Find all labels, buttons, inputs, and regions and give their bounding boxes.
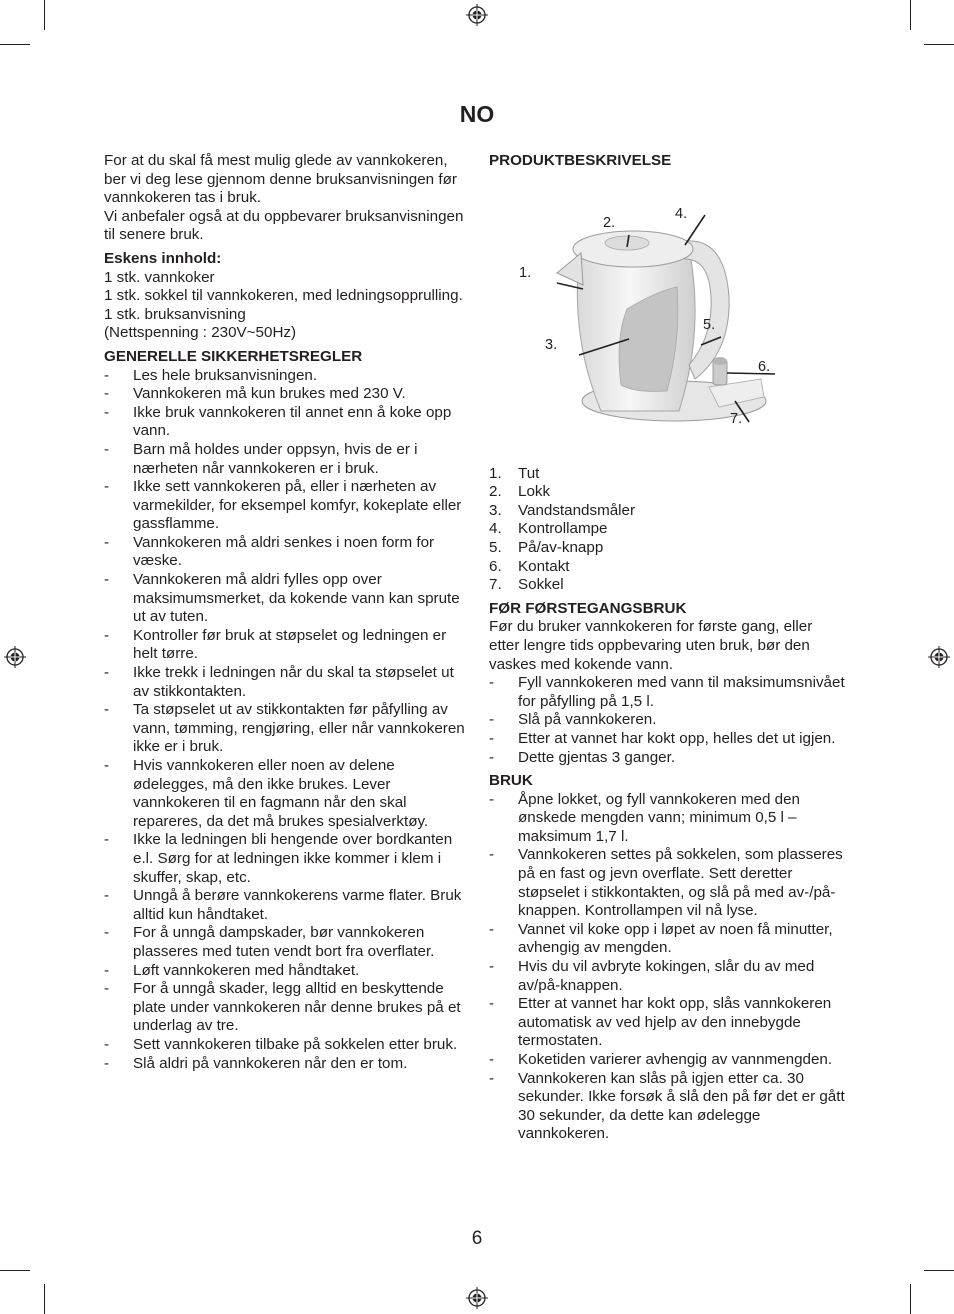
list-item: - Åpne lokket, og fyll vannkokeren med den ønskede mengden vann; minimum 0,5 l – maksimum 1,7 l. [489,791,845,847]
callout-6: 6. [758,358,771,375]
list-item: 5. På/av-knapp [489,538,604,556]
left-column [104,152,470,1073]
crop-mark [44,1284,45,1314]
contents-item: 1 stk. vannkoker [104,268,215,286]
list-item: - Vannkokeren må aldri senkes i noen form for væske. [104,534,470,571]
usage-heading: BRUK [489,772,533,790]
callout-4: 4. [675,205,688,222]
list-item: 1. Tut [489,464,540,482]
language-heading: NO [459,101,495,127]
list-item: - Vannkokeren må aldri fylles opp over maksimumsmerket, da kokende vann kan sprute ut av tuten. [104,571,470,627]
list-item: - Vannkokeren kan slås på igjen etter ca. 30 sekunder. Ikke forsøk å slå den på før det er gått 30 sekunder, da dette kan ødelegge vannkokeren. [489,1070,845,1144]
callout-5: 5. [703,316,716,333]
usage-list [489,791,845,1144]
contents-item: 1 stk. sokkel til vannkokeren, med ledningsopprulling. [104,287,463,305]
callout-3: 3. [545,336,558,353]
list-item: - Fyll vannkokeren med vann til maksimumsnivået for påfylling på 1,5 l. [489,674,845,711]
list-item: - Ikke sett vannkokeren på, eller i nærheten av varmekilder, for eksempel komfyr, kokeplate eller gassflamme. [104,478,470,534]
intro-paragraph: For at du skal få mest mulig glede av vannkokeren, ber vi deg lese gjennom denne bruksanvisningen før vannkokeren tas i bruk. [104,152,457,207]
list-item: - Dette gjentas 3 ganger. [489,749,845,768]
list-item: 2. Lokk [489,483,551,501]
crop-mark [910,1284,911,1314]
list-item: - Etter at vannet har kokt opp, helles det ut igjen. [489,730,845,749]
first-use-heading: FØR FØRSTEGANGSBRUK [489,599,687,617]
right-column [489,152,845,1144]
list-item: 3. Vandstandsmåler [489,501,636,519]
callout-7: 7. [730,410,743,427]
intro-paragraph: Vi anbefaler også at du oppbevarer bruksanvisningen til senere bruk. [104,207,464,244]
list-item: - Ikke bruk vannkokeren til annet enn å koke opp vann. [104,404,470,441]
kettle-illustration [509,179,809,439]
crop-mark [44,0,45,30]
safety-heading: GENERELLE SIKKERHETSREGLER [104,347,363,365]
registration-mark-icon [466,4,488,26]
crop-mark [0,44,30,45]
registration-mark-icon [466,1287,488,1309]
list-item: - Etter at vannet har kokt opp, slås vannkokeren automatisk av ved hjelp av den innebygde termostaten. [489,995,845,1051]
list-item: - Sett vannkokeren tilbake på sokkelen etter bruk. [104,1036,470,1055]
contents-item: 1 stk. bruksanvisning [104,305,246,323]
crop-mark [910,0,911,30]
safety-list [104,367,470,1074]
list-item: - Les hele bruksanvisningen. [104,367,470,386]
product-heading: PRODUKTBESKRIVELSE [489,152,672,169]
list-item: - Hvis vannkokeren eller noen av delene ødelegges, må den ikke brukes. Lever vannkokeren til en fagmann når den skal repareres, da det må brukes spesialverktøy. [104,757,470,831]
page-number: 6 [471,1228,483,1249]
callout-1: 1. [519,264,532,281]
list-item: - For å unngå dampskader, bør vannkokeren plasseres med tuten vendt bort fra overflater. [104,924,470,961]
list-item: - Slå på vannkokeren. [489,711,845,730]
first-use-paragraph: Før du bruker vannkokeren for første gang, eller etter lengre tids oppbevaring uten bruk, bør den vaskes med kokende vann. [489,618,813,673]
list-item: - Vannet vil koke opp i løpet av noen få minutter, avhengig av mengden. [489,921,845,958]
list-item: 4. Kontrollampe [489,520,608,538]
list-item: - For å unngå skader, legg alltid en beskyttende plate under vannkokeren når denne brukes på et underlag av tre. [104,980,470,1036]
list-item: - Hvis du vil avbryte kokingen, slår du av med av/på-knappen. [489,958,845,995]
list-item: - Løft vannkokeren med håndtaket. [104,962,470,981]
list-item: - Unngå å berøre vannkokerens varme flater. Bruk alltid kun håndtaket. [104,887,470,924]
list-item: - Kontroller før bruk at støpselet og ledningen er helt tørre. [104,627,470,664]
registration-mark-icon [928,646,950,668]
list-item: - Slå aldri på vannkokeren når den er tom. [104,1055,470,1074]
crop-mark [0,1270,30,1271]
list-item: - Vannkokeren må kun brukes med 230 V. [104,385,470,404]
parts-list [489,465,845,595]
list-item: - Barn må holdes under oppsyn, hvis de er i nærheten når vannkokeren er i bruk. [104,441,470,478]
list-item: - Ikke trekk i ledningen når du skal ta støpselet ut av stikkontakten. [104,664,470,701]
contents-heading: Eskens innhold: [104,249,222,267]
list-item: - Ta støpselet ut av stikkontakten før påfylling av vann, tømming, rengjøring, eller når vannkokeren ikke er i bruk. [104,701,470,757]
list-item: - Koketiden varierer avhengig av vannmengden. [489,1051,845,1070]
list-item: 7. Sokkel [489,576,564,594]
registration-mark-icon [4,646,26,668]
crop-mark [924,44,954,45]
list-item: - Vannkokeren settes på sokkelen, som plasseres på en fast og jevn overflate. Sett deretter støpselet i stikkontakten, og slå på med av-/på-knappen. Kontrollampen vil nå lyse. [489,846,845,920]
kettle-diagram [509,179,809,439]
first-use-list [489,674,845,767]
list-item: 6. Kontakt [489,557,570,575]
crop-mark [924,1270,954,1271]
callout-2: 2. [603,214,616,231]
contents-item: (Nettspenning : 230V~50Hz) [104,324,297,342]
list-item: - Ikke la ledningen bli hengende over bordkanten e.l. Sørg for at ledningen ikke kommer i klem i skuffer, skap, etc. [104,831,470,887]
